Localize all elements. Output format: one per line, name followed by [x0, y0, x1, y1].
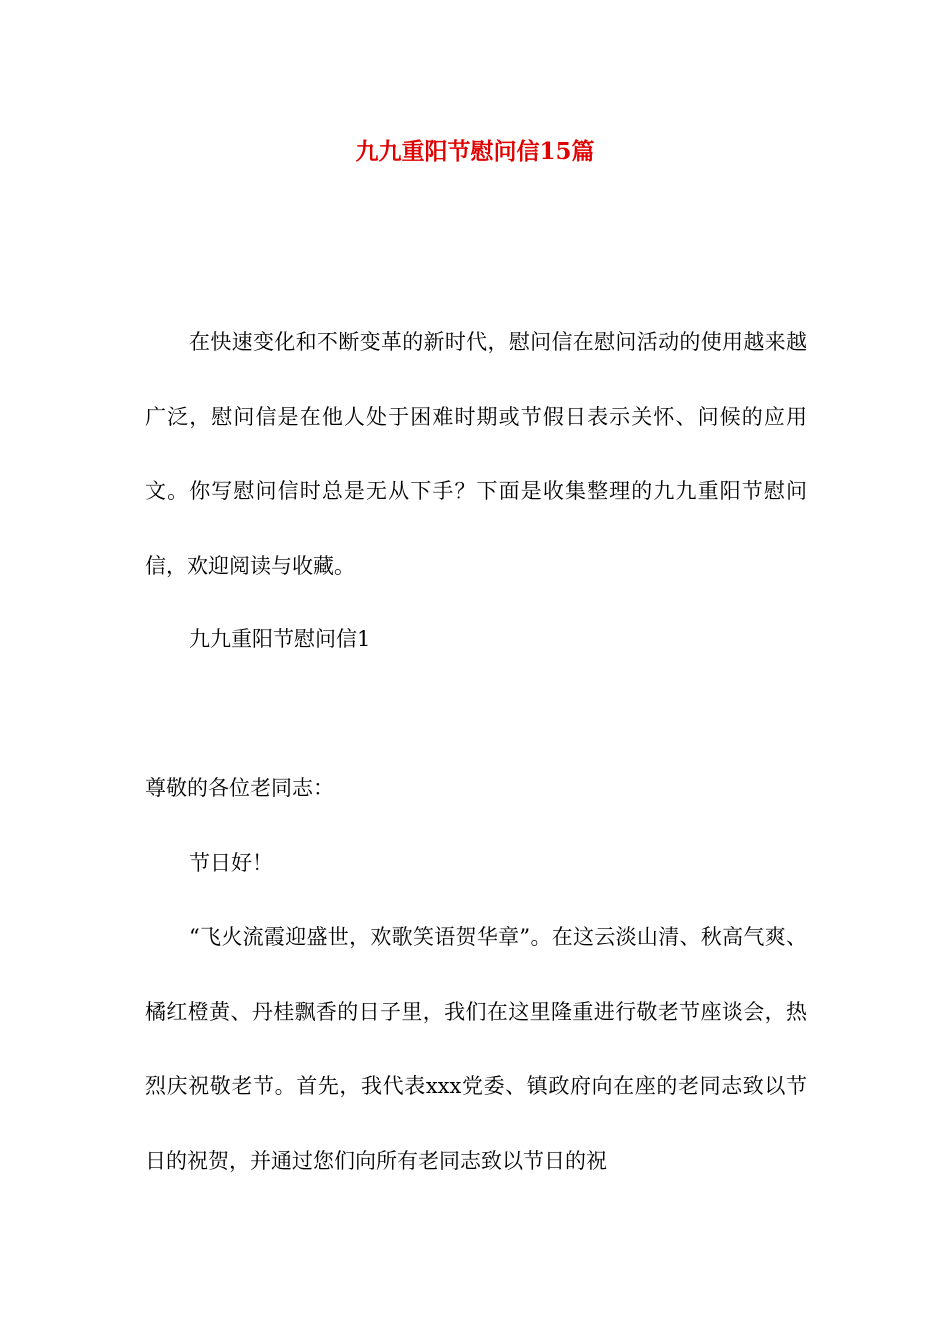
greeting: 节日好！	[189, 851, 273, 875]
body-paragraph: “飞火流霞迎盛世，欢歌笑语贺华章”。在这云淡山清、秋高气爽、橘红橙黄、丹桂飘香的日子里，我们在这里隆重进行敬老节座谈会，热烈庆祝敬老节。首先，我代表xxx党委、镇政府向在座的老同志致以节日的祝贺，并通过您们向所有老同志致以节日的祝	[145, 925, 807, 1173]
section-heading: 九九重阳节慰问信1	[189, 627, 371, 651]
document-title: 九九重阳节慰问信15篇	[355, 138, 595, 165]
salutation: 尊敬的各位老同志：	[145, 776, 334, 800]
intro-paragraph: 在快速变化和不断变革的新时代，慰问信在慰问活动的使用越来越广泛，慰问信是在他人处于困难时期或节假日表示关怀、问候的应用文。你写慰问信时总是无从下手？下面是收集整理的九九重阳节慰问信，欢迎阅读与收藏。	[145, 330, 807, 578]
